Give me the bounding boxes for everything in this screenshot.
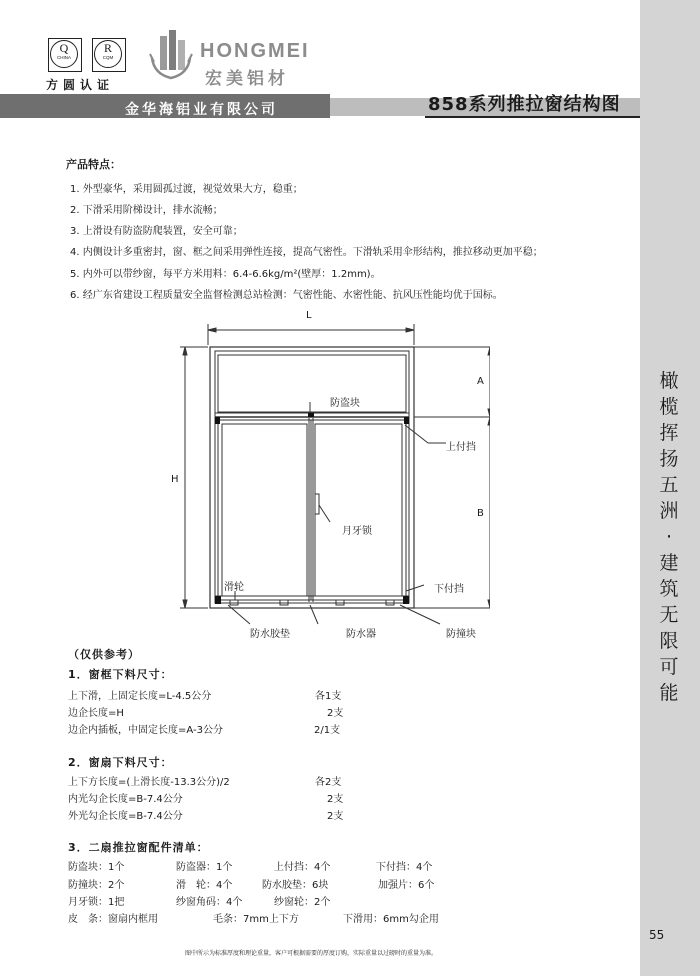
label-pulley: 滑轮	[224, 582, 244, 593]
slogan-char: 挥	[659, 422, 679, 444]
dim-b-label: B	[477, 508, 484, 519]
dim-a-label: A	[477, 376, 484, 387]
accessory-item: 纱窗角码：4个	[176, 897, 243, 908]
accessory-item: 加强片：6个	[378, 880, 435, 891]
label-upper-stopper: 上付挡	[446, 442, 476, 453]
footnote: 图中所示为标准厚度和理论重量，客户可根据需要的厚度订购，实际重量以过磅时的重量为准。	[185, 950, 438, 957]
slogan-char: 洲	[659, 500, 679, 522]
slogan-char: ·	[665, 526, 673, 548]
company-name: 金华海铝业有限公司	[125, 102, 278, 118]
brand-name-cn: 宏美铝材	[205, 69, 289, 89]
label-waterproof-pad: 防水胶垫	[250, 629, 290, 640]
cert-r-sub: CQM	[102, 55, 114, 60]
cert-q-logo	[48, 38, 82, 72]
slogan-char: 可	[659, 656, 679, 678]
title-underline	[425, 116, 640, 118]
label-bumper-block: 防撞块	[446, 629, 476, 640]
cert-caption: 方圆认证	[46, 78, 115, 92]
slogan-char: 限	[659, 630, 679, 652]
cert-q-sub: CHINA	[56, 55, 71, 60]
label-waterproof-device: 防水器	[346, 629, 376, 640]
dim-h-label: H	[171, 474, 179, 485]
feature-item: 5. 内外可以带纱窗，每平方米用料：6.4-6.6kg/m²(壁厚：1.2mm)。	[70, 269, 381, 280]
accessory-item: 下付挡：4个	[376, 862, 433, 873]
reference-note: （仅供参考）	[68, 648, 140, 661]
sash-cut-title: 2．窗扇下料尺寸：	[68, 756, 173, 769]
label-crescent-lock: 月牙锁	[342, 526, 372, 537]
cert-q-letter: Q	[59, 41, 69, 55]
feature-item: 6. 经广东省建设工程质量安全监督检测总站检测：气密性能、水密性能、抗风压性能均优于国标。	[70, 290, 503, 301]
slogan-char: 橄	[659, 370, 679, 392]
accessory-item: 下滑用：6mm勾企用	[343, 914, 439, 925]
frame-cut-desc: 边企长度=H	[68, 708, 124, 719]
feature-item: 4. 内侧设计多重密封，窗、框之间采用弹性连接，提高气密性。下滑轨采用伞形结构，推拉移动更加平稳；	[70, 247, 543, 258]
frame-cut-qty: 2支	[327, 708, 344, 719]
frame-cut-title: 1．窗框下料尺寸：	[68, 668, 173, 681]
slogan-char: 能	[659, 682, 679, 704]
side-slogan	[651, 368, 687, 706]
sash-cut-qty: 各2支	[315, 777, 342, 788]
page-title: 858系列推拉窗结构图	[428, 94, 621, 115]
label-lower-stopper: 下付挡	[434, 584, 464, 595]
frame-cut-qty: 各1支	[315, 691, 342, 702]
slogan-char: 建	[659, 552, 679, 574]
feature-item: 3. 上滑设有防盗防爬装置，安全可靠；	[70, 226, 243, 237]
accessory-item: 纱窗轮：2个	[274, 897, 331, 908]
frame-cut-qty: 2/1支	[314, 725, 341, 736]
brand-name-en: HONGMEI	[200, 40, 310, 62]
feature-item: 2. 下滑采用阶梯设计，排水流畅；	[70, 205, 223, 216]
sash-cut-desc: 外光勾企长度=B-7.4公分	[68, 811, 183, 822]
dim-l-label: L	[306, 310, 312, 321]
label-anti-theft-block: 防盗块	[330, 398, 360, 409]
cert-r-letter: R	[103, 41, 112, 55]
slogan-char: 无	[659, 604, 679, 626]
feature-item: 1. 外型豪华，采用圆孤过渡，视觉效果大方，稳重；	[70, 184, 303, 195]
slogan-char: 五	[659, 474, 679, 496]
sash-cut-qty: 2支	[327, 811, 344, 822]
frame-cut-desc: 上下滑，上固定长度=L-4.5公分	[68, 691, 212, 702]
slogan-char: 筑	[659, 578, 679, 600]
cert-r-logo	[92, 38, 126, 72]
sash-cut-qty: 2支	[327, 794, 344, 805]
accessory-item: 防盗块：1个	[68, 862, 125, 873]
accessory-item: 防盗器：1个	[176, 862, 233, 873]
accessory-item: 月牙锁：1把	[68, 897, 125, 908]
slogan-char: 扬	[659, 448, 679, 470]
accessory-item: 防撞块：2个	[68, 880, 125, 891]
slogan-char: 榄	[659, 396, 679, 418]
accessory-item: 上付挡：4个	[274, 862, 331, 873]
page-number: 55	[649, 928, 665, 942]
accessory-item: 防水胶垫：6块	[262, 880, 329, 891]
accessory-item: 皮 条：窗扇内框用	[68, 914, 158, 925]
sash-cut-desc: 内光勾企长度=B-7.4公分	[68, 794, 183, 805]
sash-cut-desc: 上下方长度=(上滑长度-13.3公分)/2	[68, 777, 230, 788]
features-title: 产品特点：	[66, 158, 121, 171]
brand-logo-icon	[146, 28, 196, 84]
accessory-item: 毛条：7mm上下方	[213, 914, 299, 925]
frame-cut-desc: 边企内插板，中固定长度=A-3公分	[68, 725, 223, 736]
accessories-title: 3．二扇推拉窗配件清单：	[68, 841, 209, 854]
accessory-item: 滑 轮：4个	[176, 880, 233, 891]
